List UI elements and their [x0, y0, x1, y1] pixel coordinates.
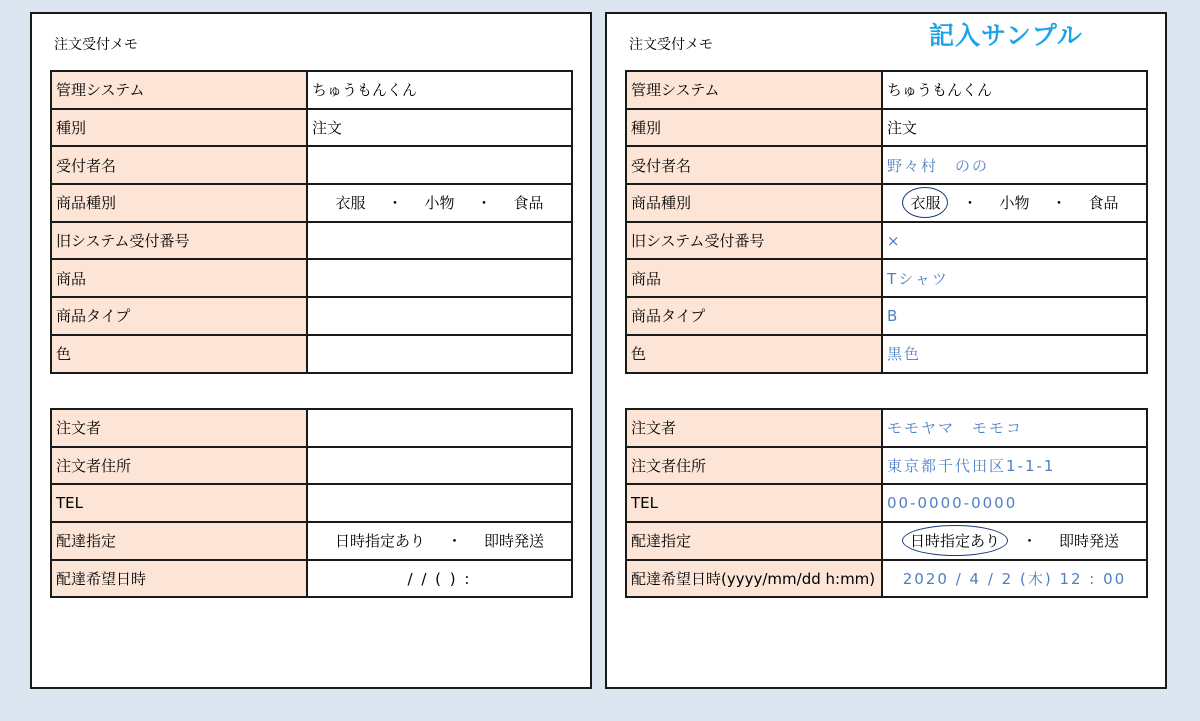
table-row — [51, 560, 572, 598]
table-row — [626, 560, 1147, 598]
field-value[interactable]: 00-0000-0000 — [882, 484, 1147, 522]
field-value[interactable] — [307, 447, 572, 485]
field-value[interactable] — [307, 297, 572, 335]
memo-title: 注文受付メモ — [54, 37, 138, 53]
delivery-datetime-field[interactable]: 2020 / 4 / 2 (木) 12 : 00 — [882, 560, 1147, 598]
delivery-choices[interactable]: 日時指定あり ・ 即時発送 — [882, 522, 1147, 560]
field-label: 種別 — [51, 109, 307, 147]
field-value[interactable]: モモヤマ モモコ — [882, 409, 1147, 447]
field-label: 配達指定 — [626, 522, 882, 560]
table-row — [51, 297, 572, 335]
field-label: 管理システム — [626, 71, 882, 109]
field-label: 注文者 — [51, 409, 307, 447]
field-label: 配達指定 — [51, 522, 307, 560]
field-label: 色 — [626, 335, 882, 373]
field-label: 種別 — [626, 109, 882, 147]
field-label: 旧システム受付番号 — [626, 222, 882, 260]
table-row — [626, 447, 1147, 485]
table-row — [626, 522, 1147, 560]
table-row — [51, 447, 572, 485]
choice-option[interactable]: 食品 — [513, 194, 544, 213]
field-value: 注文 — [882, 109, 1147, 147]
memo-sheet-blank — [30, 12, 592, 689]
table-row — [626, 409, 1147, 447]
field-label: 商品タイプ — [626, 297, 882, 335]
field-label: 商品タイプ — [51, 297, 307, 335]
field-value: ちゅうもんくん — [882, 71, 1147, 109]
field-value[interactable] — [307, 335, 572, 373]
table-row — [626, 259, 1147, 297]
field-value[interactable] — [307, 409, 572, 447]
table-row — [626, 297, 1147, 335]
table-row — [51, 484, 572, 522]
field-label: 配達希望日時(yyyy/mm/dd h:mm) — [626, 560, 882, 598]
field-value[interactable]: × — [882, 222, 1147, 260]
field-label: 商品 — [626, 259, 882, 297]
sample-heading: 記入サンプル — [929, 21, 1083, 50]
field-label: 注文者住所 — [626, 447, 882, 485]
memo-title: 注文受付メモ — [629, 37, 713, 53]
field-label: 受付者名 — [51, 146, 307, 184]
field-value: ちゅうもんくん — [307, 71, 572, 109]
choice-option[interactable]: 食品 — [1088, 194, 1119, 213]
table-row — [51, 409, 572, 447]
field-label: 配達希望日時 — [51, 560, 307, 598]
field-value[interactable]: 野々村 のの — [882, 146, 1147, 184]
choice-option[interactable]: 即時発送 — [484, 532, 545, 551]
choice-option[interactable]: 衣服 — [335, 194, 366, 213]
product-category-choices[interactable]: 衣服 ・ 小物 ・ 食品 — [307, 184, 572, 222]
table-row — [51, 335, 572, 373]
table-row — [626, 71, 1147, 109]
field-label: 管理システム — [51, 71, 307, 109]
choice-option[interactable]: 日時指定あり — [334, 532, 425, 551]
choice-option[interactable]: 小物 — [424, 194, 455, 213]
field-label: 受付者名 — [626, 146, 882, 184]
field-label: 色 — [51, 335, 307, 373]
table-row — [626, 109, 1147, 147]
field-value[interactable]: B — [882, 297, 1147, 335]
field-value[interactable] — [307, 259, 572, 297]
choice-option-selected[interactable]: 日時指定あり — [909, 532, 1000, 551]
table-row — [626, 335, 1147, 373]
table-row — [51, 146, 572, 184]
field-label: 商品 — [51, 259, 307, 297]
choice-option[interactable]: 即時発送 — [1059, 532, 1120, 551]
field-label: 商品種別 — [626, 184, 882, 222]
memo-sheet-sample — [605, 12, 1167, 689]
table-row — [626, 184, 1147, 222]
table-row — [51, 259, 572, 297]
delivery-choices[interactable]: 日時指定あり ・ 即時発送 — [307, 522, 572, 560]
field-label: 注文者 — [626, 409, 882, 447]
order-info-table — [50, 70, 573, 374]
field-label: 商品種別 — [51, 184, 307, 222]
field-label: 旧システム受付番号 — [51, 222, 307, 260]
field-value[interactable]: 黒色 — [882, 335, 1147, 373]
table-row — [626, 146, 1147, 184]
table-row — [51, 109, 572, 147]
field-label: 注文者住所 — [51, 447, 307, 485]
field-value: 注文 — [307, 109, 572, 147]
field-label: TEL — [51, 484, 307, 522]
customer-info-table — [50, 408, 573, 598]
field-value[interactable] — [307, 146, 572, 184]
table-row — [626, 484, 1147, 522]
field-value[interactable]: Tシャツ — [882, 259, 1147, 297]
table-row — [51, 71, 572, 109]
field-value[interactable]: 東京都千代田区1-1-1 — [882, 447, 1147, 485]
table-row — [51, 222, 572, 260]
customer-info-table — [625, 408, 1148, 598]
table-row — [51, 522, 572, 560]
table-row — [51, 184, 572, 222]
choice-option[interactable]: 小物 — [999, 194, 1030, 213]
delivery-datetime-field[interactable]: / / ( ) : — [307, 560, 572, 598]
field-label: TEL — [626, 484, 882, 522]
product-category-choices[interactable]: 衣服 ・ 小物 ・ 食品 — [882, 184, 1147, 222]
field-value[interactable] — [307, 484, 572, 522]
choice-option-selected[interactable]: 衣服 — [910, 194, 941, 213]
table-row — [626, 222, 1147, 260]
order-info-table — [625, 70, 1148, 374]
field-value[interactable] — [307, 222, 572, 260]
